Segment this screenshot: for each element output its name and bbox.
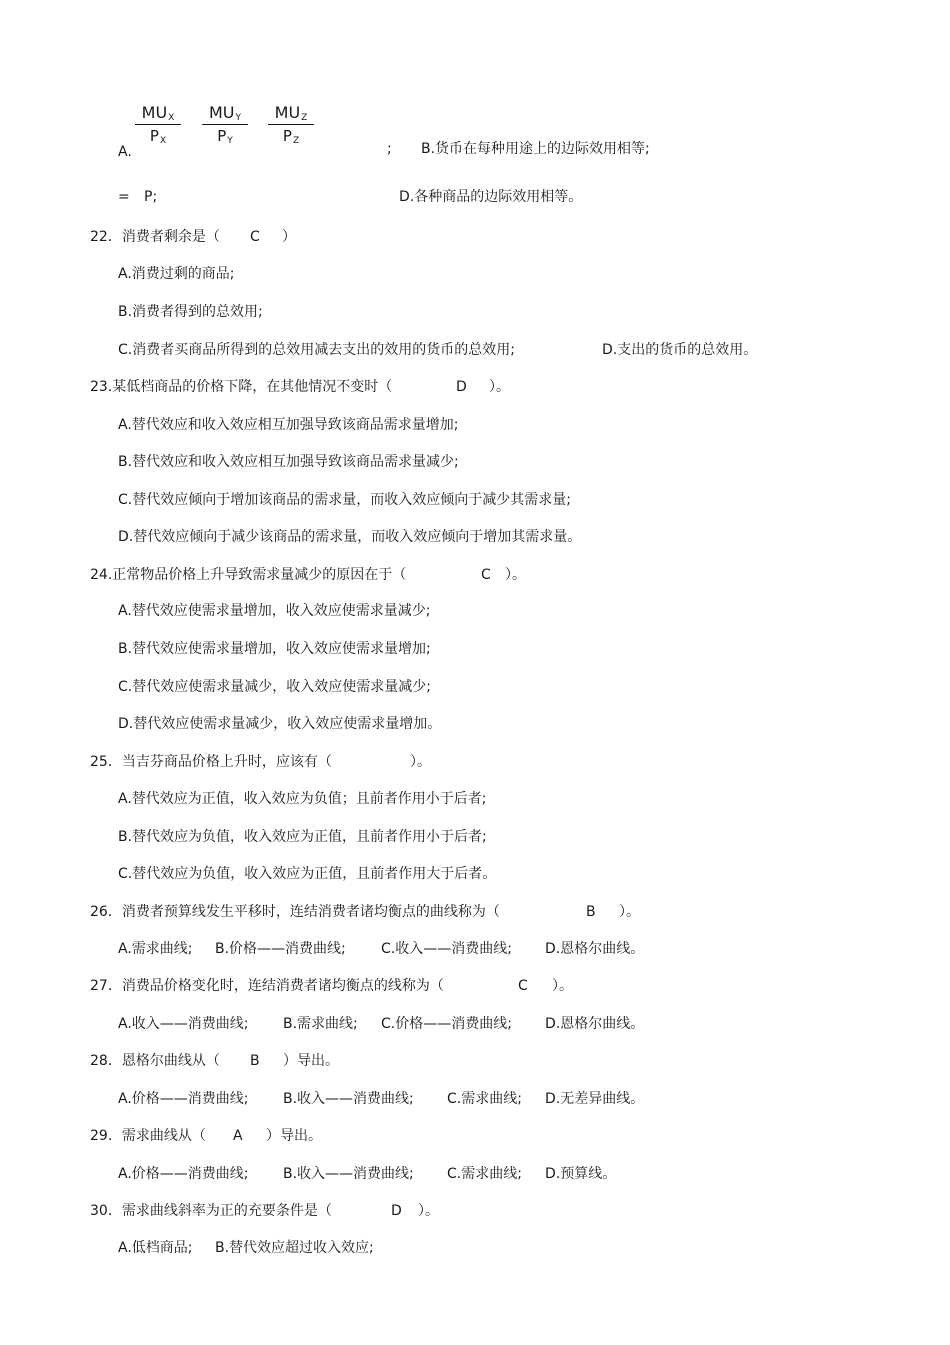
option-d: D.支出的货币的总效用。 — [602, 342, 758, 358]
answer-letter: D — [456, 379, 467, 395]
option-a: A.替代效应和收入效应相互加强导致该商品需求量增加; — [118, 417, 459, 433]
option-d: D.预算线。 — [545, 1166, 617, 1182]
question-stem-close: ）。 — [410, 754, 431, 770]
option-a: A.价格——消费曲线; — [118, 1091, 249, 1107]
question-stem: 24.正常物品价格上升导致需求量减少的原因在于（ — [90, 567, 407, 583]
question-stem: 25．当吉芬商品价格上升时，应该有（ — [90, 754, 332, 770]
subscript: X — [159, 136, 167, 146]
option-c: C.需求曲线; — [447, 1091, 522, 1107]
question-stem-close: ）。 — [552, 978, 573, 994]
option-c: C.替代效应为负值，收入效应为正值，且前者作用大于后者。 — [118, 866, 497, 882]
denominator: P — [217, 127, 227, 145]
option-b: B.消费者得到的总效用; — [118, 304, 263, 320]
option-b: B.价格——消费曲线; — [215, 941, 346, 957]
answer-letter: B — [586, 904, 596, 920]
option-c: C.消费者买商品所得到的总效用减去支出的效用的货币的总效用; — [118, 342, 515, 358]
question-stem: 28．恩格尔曲线从（ — [90, 1053, 220, 1069]
question-stem-close: ）导出。 — [266, 1128, 322, 1144]
semicolon: ; — [387, 141, 392, 157]
option-d: D.替代效应使需求量减少，收入效应使需求量增加。 — [118, 716, 442, 732]
subscript: Y — [235, 113, 241, 123]
answer-letter: A — [233, 1128, 243, 1144]
numerator: MU — [274, 103, 301, 122]
question-stem: 27．消费品价格变化时，连结消费者诸均衡点的线称为（ — [90, 978, 444, 994]
option-b: B.货币在每种用途上的边际效用相等; — [421, 141, 650, 157]
question-stem: 30．需求曲线斜率为正的充要条件是（ — [90, 1203, 332, 1219]
question-stem: 29．需求曲线从（ — [90, 1128, 206, 1144]
question-stem-close: ）导出。 — [283, 1053, 339, 1069]
subscript: Z — [292, 136, 300, 146]
option-a-label: A. — [118, 144, 132, 160]
option-c: C.需求曲线; — [447, 1166, 522, 1182]
question-stem-close: ）。 — [418, 1203, 439, 1219]
numerator: MU — [141, 103, 168, 122]
option-d: D.无差异曲线。 — [545, 1091, 645, 1107]
subscript: Y — [227, 136, 233, 146]
price-p: P; — [144, 189, 158, 205]
answer-letter: D — [391, 1203, 402, 1219]
option-b: B.替代效应为负值，收入效应为正值，且前者作用小于后者; — [118, 829, 487, 845]
option-c: C.收入——消费曲线; — [381, 941, 512, 957]
answer-letter: C — [250, 229, 260, 245]
option-a: A.替代效应为正值，收入效应为负值；且前者作用小于后者; — [118, 791, 487, 807]
question-stem: 26．消费者预算线发生平移时，连结消费者诸均衡点的曲线称为（ — [90, 904, 500, 920]
option-d: D.恩格尔曲线。 — [545, 1016, 645, 1032]
subscript: Z — [301, 113, 308, 123]
option-b: B.替代效应使需求量增加，收入效应使需求量增加; — [118, 641, 431, 657]
option-d: D.恩格尔曲线。 — [545, 941, 645, 957]
question-stem-close: ） — [282, 229, 296, 245]
question-stem-close: ）。 — [505, 567, 526, 583]
option-d: D.替代效应倾向于减少该商品的需求量，而收入效应倾向于增加其需求量。 — [118, 529, 582, 545]
option-b: B.收入——消费曲线; — [283, 1091, 414, 1107]
fraction-muz-pz — [268, 104, 314, 150]
option-b: B.替代效应超过收入效应; — [215, 1240, 374, 1256]
equals-sign: = — [118, 189, 130, 205]
subscript: X — [168, 113, 175, 123]
option-c: C.替代效应使需求量减少，收入效应使需求量减少; — [118, 679, 431, 695]
option-a: A.低档商品; — [118, 1240, 193, 1256]
option-b: B.替代效应和收入效应相互加强导致该商品需求量减少; — [118, 454, 459, 470]
denominator: P — [282, 127, 292, 145]
answer-letter: C — [481, 567, 491, 583]
numerator: MU — [208, 103, 235, 122]
question-stem-close: ）。 — [489, 379, 510, 395]
option-b: B.收入——消费曲线; — [283, 1166, 414, 1182]
option-a: A.需求曲线; — [118, 941, 193, 957]
option-b: B.需求曲线; — [283, 1016, 358, 1032]
answer-letter: C — [518, 978, 528, 994]
option-a: A.价格——消费曲线; — [118, 1166, 249, 1182]
question-stem: 22．消费者剩余是（ — [90, 229, 220, 245]
option-a: A.收入——消费曲线; — [118, 1016, 249, 1032]
option-c: C.价格——消费曲线; — [381, 1016, 512, 1032]
fraction-mux-px — [135, 104, 181, 150]
option-c: C.替代效应倾向于增加该商品的需求量，而收入效应倾向于减少其需求量; — [118, 492, 571, 508]
option-d: D.各种商品的边际效用相等。 — [399, 189, 583, 205]
option-a: A.替代效应使需求量增加，收入效应使需求量减少; — [118, 603, 431, 619]
option-a: A.消费过剩的商品; — [118, 266, 235, 282]
denominator: P — [149, 127, 159, 145]
question-stem: 23.某低档商品的价格下降，在其他情况不变时（ — [90, 379, 393, 395]
question-stem-close: ）。 — [619, 904, 640, 920]
fraction-muy-py — [202, 104, 248, 150]
answer-letter: B — [250, 1053, 260, 1069]
